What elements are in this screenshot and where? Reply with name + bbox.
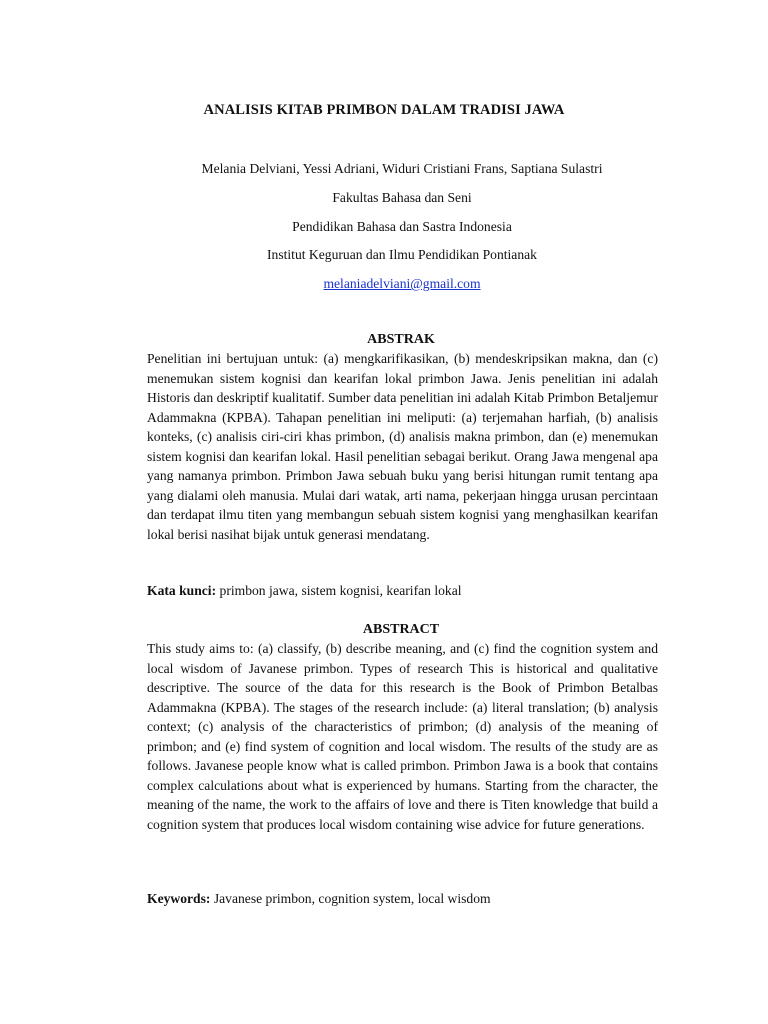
abstract-heading: ABSTRACT	[362, 622, 440, 637]
abstract-keywords-text: Javanese primbon, cognition system, local wisdom	[210, 891, 491, 906]
abstract-body: This study aims to: (a) classify, (b) describe meaning, and (c) find the cognition system and local wisdom of Javanese primbon. Types of research This is historical and qualitative descriptive. The source of the data for this research is the Book of Primbon Betalbas Adammakna (KPBA). The stages of the research include: (a) literal translation; (b) analysis context; (c) analysis of the characteristics of primbon; (d) analysis of the meaning of primbon; and (e) find system of cognition and local wisdom. The results of the study are as follows. Javanese people know what is called primbon. Primbon Jawa is a book that contains complex calculations about what is experienced by humans. Starting from the character, the meaning of the name, the work to the affairs of love and there is Titen knowledge that build a cognition system that produces local wisdom containing wise advice for future generations.	[147, 641, 658, 832]
abstrak-keywords	[147, 583, 462, 599]
faculty-line: Fakultas Bahasa dan Seni	[332, 190, 472, 205]
abstrak-keywords-text: primbon jawa, sistem kognisi, kearifan lokal	[216, 583, 462, 598]
abstrak-heading: ABSTRAK	[367, 332, 435, 347]
author-email-link[interactable]: melaniadelviani@gmail.com	[323, 276, 481, 291]
institution-line: Institut Keguruan dan Ilmu Pendidikan Pontianak	[267, 247, 537, 262]
abstrak-keywords-label: Kata kunci:	[147, 583, 217, 598]
author-list: Melania Delviani, Yessi Adriani, Widuri Cristiani Frans, Saptiana Sulastri	[201, 161, 603, 176]
abstrak-body: Penelitian ini bertujuan untuk: (a) mengkarifikasikan, (b) mendeskripsikan makna, dan (c) menemukan sistem kognisi dan kearifan lokal primbon Jawa. Jenis penelitian ini adalah Historis dan deskriptif kualitatif. Sumber data penelitian ini adalah Kitab Primbon Betaljemur Adammakna (KPBA). Tahapan penelitian ini meliputi: (a) terjemahan harfiah, (b) analisis konteks, (c) analisis ciri-ciri khas primbon, (d) analisis makna primbon, dan (e) menemukan sistem kognisi dan kearifan lokal. Hasil penelitian sebagai berikut. Orang Jawa mengenal apa yang namanya primbon. Primbon Jawa sebuah buku yang berisi hitungan rumit tentang apa yang dialami oleh manusia. Mulai dari watak, arti nama, pekerjaan hingga urusan percintaan dan terdapat ilmu titen yang membangun sebuah sistem kognisi yang menghasilkan kearifan lokal berisi nasihat bijak untuk generasi mendatang.	[147, 351, 658, 542]
department-line: Pendidikan Bahasa dan Sastra Indonesia	[292, 219, 512, 234]
abstract-keywords	[147, 891, 491, 907]
abstract-keywords-label: Keywords:	[147, 891, 211, 906]
paper-title: ANALISIS KITAB PRIMBON DALAM TRADISI JAWA	[203, 102, 565, 118]
